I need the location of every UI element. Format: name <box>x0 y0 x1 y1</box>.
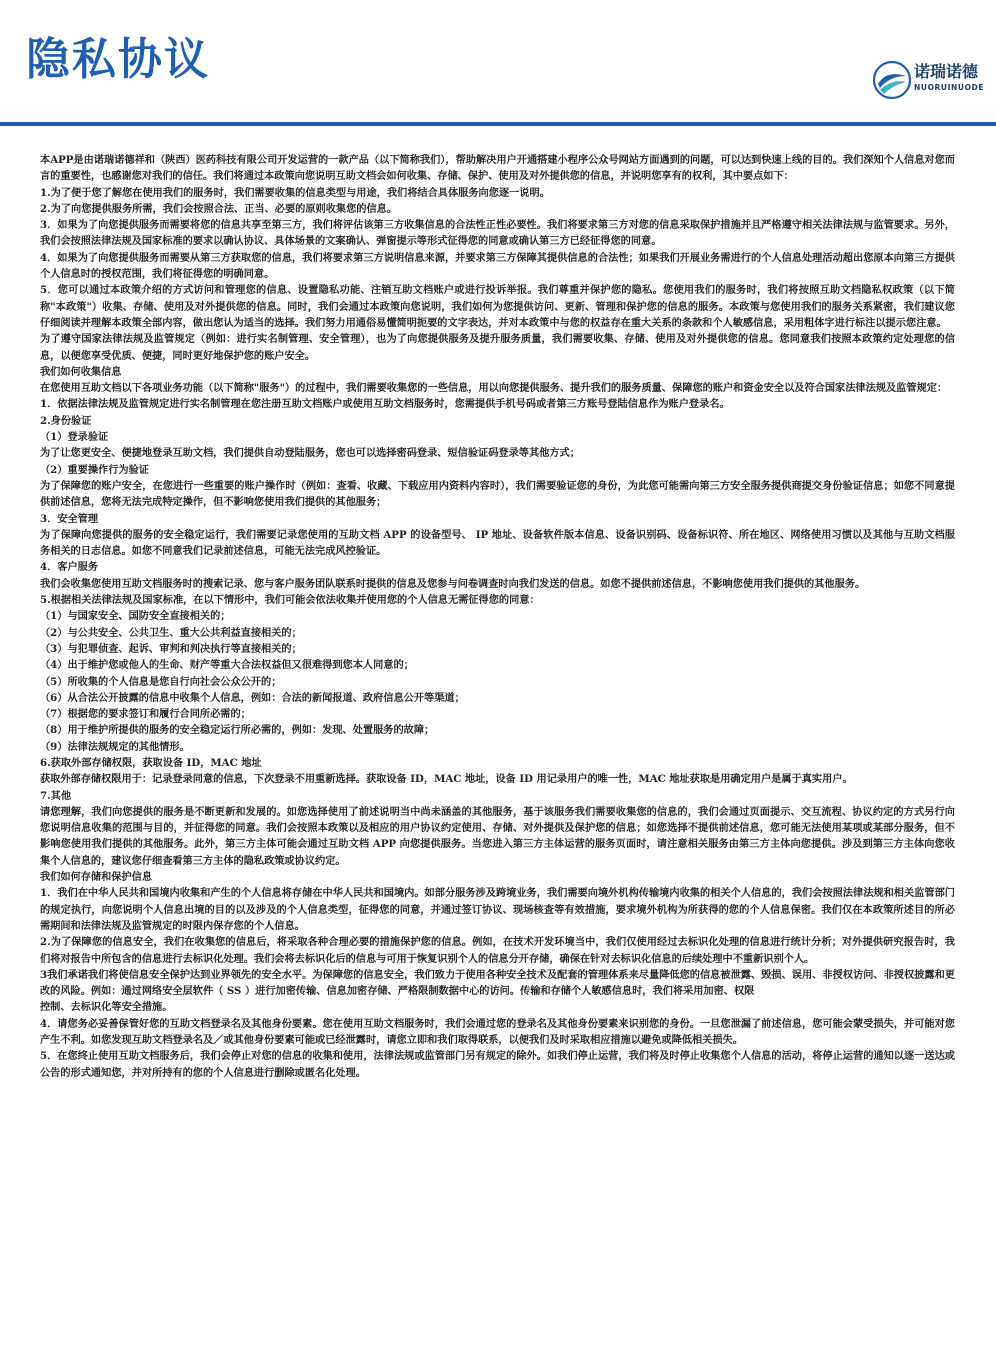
policy-paragraph: （1）登录验证 <box>40 431 109 444</box>
policy-paragraph: 4．请您务必妥善保管好您的互助文档登录名及其他身份要素。您在使用互助文档服务时，我们会通过您的登录名及其他身份要素来识别您的身份。一旦您泄漏了前述信息，您可能会蒙受损失，并可能对您产生不利。如您发现互助文档登录名及／或其他身份要素可能或已经泄露时，请您立即和我们取得联系，以便我们及时采取相应措施以避免或降低相关损失。 <box>40 1017 955 1047</box>
policy-paragraph: （5）所收集的个人信息是您自行向社会公众公开的； <box>40 675 282 688</box>
policy-paragraph: 控制、去标识化等安全措施。 <box>40 1001 173 1014</box>
policy-paragraph: （9）法律法规规定的其他情形。 <box>40 740 190 753</box>
brand-logo <box>872 60 996 100</box>
policy-paragraph: （8）用于维护所提供的服务的安全稳定运行所必需的，例如：发现、处置服务的故障； <box>40 724 435 737</box>
policy-paragraph: 我们如何收集信息 <box>40 365 122 378</box>
policy-paragraph: 3．安全管理 <box>40 512 99 525</box>
policy-paragraph: （1）与国家安全、国防安全直接相关的； <box>40 610 231 623</box>
policy-paragraph: （6）从合法公开披露的信息中收集个人信息，例如：合法的新闻报道、政府信息公开等渠道； <box>40 691 465 704</box>
policy-paragraph: 5．您可以通过本政策介绍的方式访问和管理您的信息、设置隐私功能、注销互助文档账户或进行投诉举报。我们尊重并保护您的隐私。您使用我们的服务时，我们将按照互助文档隐私权政策（以下简称"本政策"）收集、存储、使用及对外提供您的信息。同时，我们会通过本政策向您说明，我们如何为您提供访问、更新、管理和保护您的信息的服务。本政策与您使用我们的服务关系紧密，我们建议您仔细阅读并理解本政策全部内容，做出您认为适当的选择。我们努力用通俗易懂简明扼要的文字表达，并对本政策中与您的权益存在重大关系的条款和个人敏感信息，采用粗体字进行标注以提示您注意。 <box>40 284 955 329</box>
policy-paragraph: （7）根据您的要求签订和履行合同所必需的； <box>40 708 251 721</box>
policy-paragraph: 1．依据法律法规及监管规定进行实名制管理在您注册互助文档账户或使用互助文档服务时，您需提供手机号码或者第三方账号登陆信息作为账户登录名。 <box>40 398 730 411</box>
page-header <box>0 0 996 128</box>
policy-paragraph: 本APP是由诺瑞诺德祥和（陕西）医药科技有限公司开发运营的一款产品（以下简称我们），帮助解决用户开通搭建小程序公众号网站方面遇到的问题，可以达到快速上线的目的。我们深知个人信息对您而言的重要性，也感谢您对我们的信任。我们将通过本政策向您说明互助文档会如何收集、存储、保护、使用及对外提供您的信息，并说明您享有的权利，其中要点如下： <box>40 154 955 183</box>
policy-paragraph: 为了让您更安全、便捷地登录互助文档，我们提供自动登陆服务，您也可以选择密码登录、短信验证码登录等其他方式； <box>40 447 580 460</box>
policy-paragraph: 1．我们在中华人民共和国境内收集和产生的个人信息将存储在中华人民共和国境内。如部分服务涉及跨境业务，我们需要向境外机构传输境内收集的相关个人信息的，我们会按照法律法规和相关监管部门的规定执行，向您说明个人信息出境的目的以及涉及的个人信息类型，征得您的同意，并通过签订协议、现场核查等有效措施，要求境外机构为所获得的您的个人信息保密。我们仅在本政策所述目的所必需期间和法律法规及监管规定的时限内保存您的个人信息。 <box>40 887 955 932</box>
policy-paragraph: 5．在您终止使用互助文档服务后，我们会停止对您的信息的收集和使用，法律法规或监管部门另有规定的除外。如我们停止运营，我们将及时停止收集您个人信息的活动，将停止运营的通知以逐一送达或公告的形式通知您，并对所持有的您的个人信息进行删除或匿名化处理。 <box>40 1050 955 1079</box>
policy-paragraph: 4．如果为了向您提供服务而需要从第三方获取您的信息，我们将要求第三方说明信息来源，并要求第三方保障其提供信息的合法性；如果我们开展业务需进行的个人信息处理活动超出您原本向第三方提供个人信息时的授权范围，我们将征得您的明确同意。 <box>40 251 955 281</box>
policy-paragraph: 为了遵守国家法律法规及监管规定（例如：进行实名制管理、安全管理），也为了向您提供服务及提升服务质量，我们需要收集、存储、使用及对外提供您的信息。您同意我们按照本政策约定处理您的信息，以便您享受优质、便捷，同时更好地保护您的账户安全。 <box>40 333 955 362</box>
policy-paragraph: 3．如果为了向您提供服务而需要将您的信息共享至第三方，我们将评估该第三方收集信息的合法性正性必要性。我们将要求第三方对您的信息采取保护措施并且严格遵守相关法律法规与监管要求。另外，我们会按照法律法规及国家标准的要求以确认协议、具体场景的文案确认、弹窗提示等形式征得您的同意或确认第三方已经征得您的同意。 <box>40 219 955 248</box>
policy-paragraph: 请您理解，我们向您提供的服务是不断更新和发展的。如您选择使用了前述说明当中尚未涵盖的其他服务，基于该服务我们需要收集您的信息的，我们会通过页面提示、交互流程、协议约定的方式另行向您说明信息收集的范围与目的，并征得您的同意。我们会按照本政策以及相应的用户协议约定使用、存储、对外提供及保护您的信息；如您选择不提供前述信息，您可能无法使用某项或某部分服务，但不影响您使用我们提供的其他服务。此外，第三方主体可能会通过互助文档 APP 向您提供服务。当您进入第三方主体运营的服务页面时，请注意相关服务由第三方主体向您提供。涉及到第三方主体向您收集个人信息的，建议您仔细查看第三方主体的隐私政策或协议约定。 <box>40 805 955 867</box>
policy-paragraph: 为了保障向您提供的服务的安全稳定运行，我们需要记录您使用的互助文档 APP 的设备型号、 IP 地址、设备软件版本信息、设备识别码、设备标识符、所在地区、网络使用习惯以及其他与互助文档服务相关的日志信息。如您不同意我们记录前述信息，可能无法完成风控验证。 <box>40 528 955 558</box>
policy-body <box>40 152 955 1081</box>
policy-paragraph: 获取外部存储权限用于：记录登录同意的信息，下次登录不用重新选择。获取设备 ID，MAC 地址，设备 ID 用记录用户的唯一性，MAC 地址获取是用确定用户是属于真实用户。 <box>40 773 853 786</box>
logo-english-name: NUORUINUODE <box>914 83 985 92</box>
policy-paragraph: 我们会收集您使用互助文档服务时的搜索记录、您与客户服务团队联系时提供的信息及您参与问卷调查时向我们发送的信息。如您不提供前述信息，不影响您使用我们提供的其他服务。 <box>40 577 866 590</box>
page-title: 隐私协议 <box>26 34 210 85</box>
policy-paragraph: 2.为了保障您的信息安全，我们在收集您的信息后，将采取各种合理必要的措施保护您的信息。例如，在技术开发环境当中，我们仅使用经过去标识化处理的信息进行统计分析；对外提供研究报告时，我们将对报告中所包含的信息进行去标识化处理。我们会将去标识化后的信息与可用于恢复识别个人的信息分开存储，确保在针对去标识化信息的后续处理中不重新识别个人。 <box>40 936 955 965</box>
policy-paragraph: 2.身份验证 <box>40 414 92 427</box>
logo-mark-icon <box>872 60 912 100</box>
policy-paragraph: 我们如何存储和保护信息 <box>40 871 153 884</box>
policy-paragraph: （2）与公共安全、公共卫生、重大公共利益直接相关的； <box>40 626 302 639</box>
policy-paragraph: 3我们承诺我们将使信息安全保护达到业界领先的安全水平。为保障您的信息安全，我们致力于使用各种安全技术及配套的管理体系来尽量降低您的信息被泄露、毁损、误用、非授权访问、非授权披露和更改的风险。例如：通过网络安全层软件（ SS ）进行加密传输、信息加密存储、严格限制数据中心的访问。传输和存储个人敏感信息时，我们将采用加密、权限 <box>40 968 955 998</box>
policy-paragraph: （3）与犯罪侦查、起诉、审判和判决执行等直接相关的； <box>40 642 302 655</box>
policy-paragraph: 2.为了向您提供服务所需，我们会按照合法、正当、必要的原则收集您的信息。 <box>40 202 398 215</box>
policy-paragraph: 6.获取外部存储权限，获取设备 ID，MAC 地址 <box>40 756 262 769</box>
policy-paragraph: 在您使用互助文档以下各项业务功能（以下简称"服务"）的过程中，我们需要收集您的一些信息，用以向您提供服务、提升我们的服务质量、保障您的账户和资金安全以及符合国家法律法规及监管规定： <box>40 382 948 395</box>
policy-paragraph: （2）重要操作行为验证 <box>40 463 149 476</box>
header-divider <box>0 122 996 126</box>
policy-paragraph: 1.为了便于您了解您在使用我们的服务时，我们需要收集的信息类型与用途，我们将结合具体服务向您逐一说明。 <box>40 186 550 199</box>
policy-paragraph: 7.其他 <box>40 789 72 802</box>
policy-paragraph: 5.根据相关法律法规及国家标准，在以下情形中，我们可能会依法收集并使用您的个人信息无需征得您的同意： <box>40 594 540 607</box>
logo-chinese-name: 诺瑞诺德 <box>914 62 979 81</box>
policy-paragraph: （4）出于维护您或他人的生命、财产等重大合法权益但又很难得到您本人同意的； <box>40 659 414 672</box>
policy-paragraph: 为了保障您的账户安全，在您进行一些重要的账户操作时（例如：查看、收藏、下载应用内资料内容时），我们需要验证您的身份，为此您可能需向第三方安全服务提供商提交身份验证信息；如您不同意提供前述信息，您将无法完成特定操作，但不影响您使用我们提供的其他服务； <box>40 479 955 509</box>
policy-paragraph: 4．客户服务 <box>40 561 99 574</box>
